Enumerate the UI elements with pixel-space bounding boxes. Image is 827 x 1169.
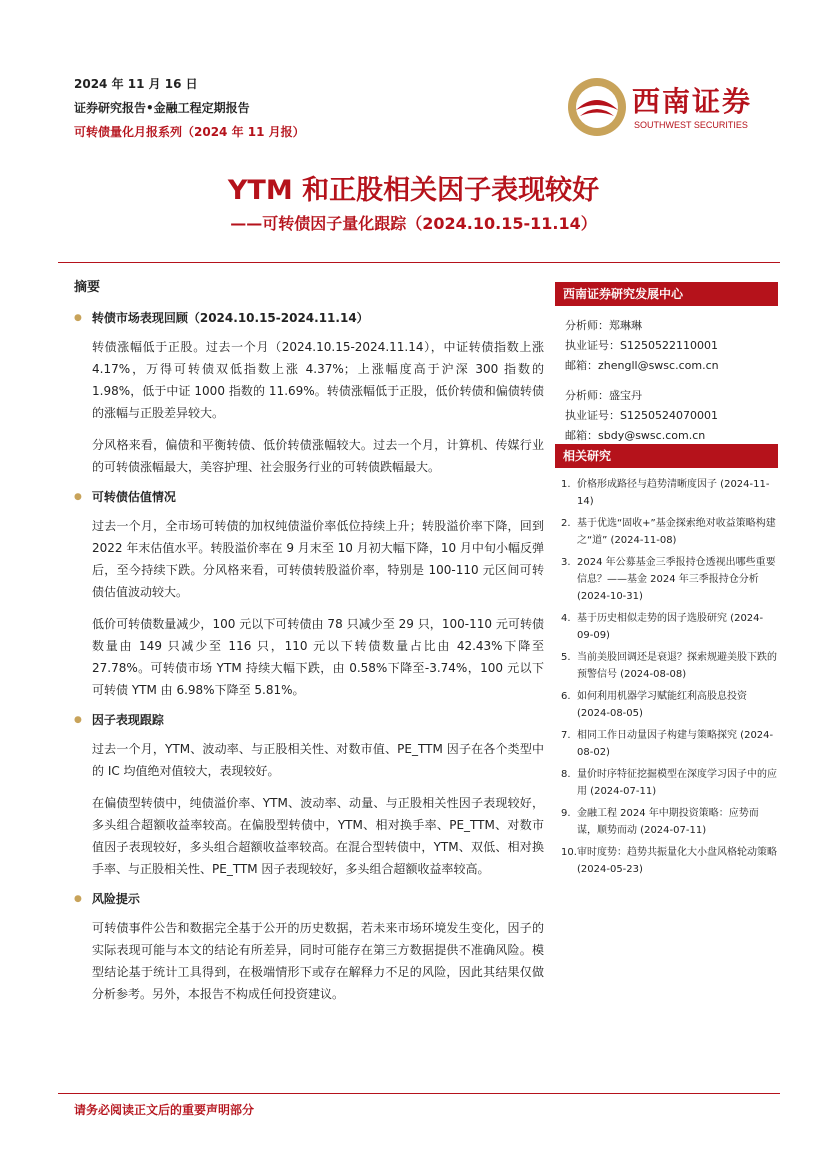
top-divider: [58, 262, 780, 263]
logo-name-cn: 西南证券: [632, 85, 753, 118]
list-item[interactable]: 1. 价格形成路径与趋势清晰度因子 (2024-11-14): [561, 479, 770, 507]
report-subtitle: ——可转债因子量化跟踪（2024.10.15-11.14）: [230, 214, 597, 233]
section-paragraph: 在偏债型转债中，纯债溢价率、YTM、波动率、动量、与正股相关性因子表现较好，多头组合超额收益率较高。在偏股型转债中，YTM、相对换手率、PE_TTM、对数市值因子表现较好，多头组合超额收益率较高。在混合型转债中，YTM、双低、相对换手率、与正股相关性、PE_TTM 因子表现较好，多头组合超额收益率较高。: [92, 796, 544, 876]
analyst-name: 分析师：盛宝丹: [565, 389, 642, 402]
section-paragraph: 可转债事件公告和数据完全基于公开的历史数据，若未来市场环境发生变化，因子的实际表现可能与本文的结论有所差异，同时可能存在第三方数据提供不准确风险。模型结论基于统计工具得到，在极端情形下或存在解释力不足的风险，因此其结果仅做分析参考。另外，本报告不构成任何投资建议。: [92, 921, 544, 1001]
abstract-section: [74, 309, 544, 478]
section-heading-text: 因子表现跟踪: [91, 713, 164, 727]
research-center-panel: [555, 282, 778, 446]
report-header: [74, 72, 305, 144]
section-heading: [74, 890, 544, 907]
abstract-column: [74, 276, 544, 1015]
list-item[interactable]: 7. 相同工作日动量因子构建与策略探究 (2024-08-02): [561, 730, 774, 758]
analyst-block: [555, 316, 778, 376]
list-item[interactable]: 3. 2024 年公募基金三季报持仓透视出哪些重要信息？——基金 2024 年三季报持仓分析 (2024-10-31): [561, 557, 776, 602]
list-item[interactable]: 8. 量价时序特征挖掘模型在深度学习因子中的应用 (2024-07-11): [561, 769, 777, 797]
section-heading: [74, 309, 544, 326]
report-title: YTM 和正股相关因子表现较好: [227, 175, 600, 206]
report-date: 2024 年 11 月 16 日: [74, 77, 198, 91]
company-logo: [566, 74, 766, 140]
analyst-name: 分析师：郑琳琳: [565, 319, 642, 332]
section-heading: [74, 711, 544, 728]
list-item[interactable]: 4. 基于历史相似走势的因子选股研究 (2024-09-09): [561, 613, 764, 641]
section-paragraph: 低价可转债数量减少，100 元以下可转债由 78 只减少至 29 只，100-110 元可转债数量由 149 只减少至 116 只，110 元以下转债数量占比由 42.43%下降至 27.78%。可转债市场 YTM 持续大幅下跌，由 0.58%下降至-3.74%，100 元以下可转债 YTM 由 6.98%下降至 5.81%。: [92, 617, 544, 697]
abstract-section: [74, 711, 544, 880]
footer-disclaimer: 请务必阅读正文后的重要声明部分: [74, 1103, 255, 1117]
section-paragraph: 分风格来看，偏债和平衡转债、低价转债涨幅较大。过去一个月，计算机、传媒行业的可转债涨幅最大，美容护理、社会服务行业的可转债跌幅最大。: [92, 438, 544, 474]
analyst-block: [555, 386, 778, 446]
logo-name-en: SOUTHWEST SECURITIES: [634, 120, 748, 130]
section-paragraph: 过去一个月，YTM、波动率、与正股相关性、对数市值、PE_TTM 因子在各个类型中的 IC 均值绝对值较大，表现较好。: [92, 742, 544, 778]
analyst-license: 执业证号：S1250522110001: [565, 339, 718, 352]
section-heading: [74, 488, 544, 505]
related-research-heading: 相关研究: [555, 444, 778, 468]
section-paragraph: 转债涨幅低于正股。过去一个月（2024.10.15-2024.11.14），中证转债指数上涨 4.17%，万得可转债双低指数上涨 4.37%；上涨幅度高于沪深 300 指数的 1.98%，低于中证 1000 指数的 11.69%。转债涨幅低于正股，低价转债和偏债转债的涨幅与正股差异较大。: [92, 340, 544, 420]
abstract-heading: 摘要: [74, 280, 101, 295]
bullet-icon: ●: [74, 893, 82, 904]
bullet-icon: ●: [74, 491, 82, 502]
list-item[interactable]: 9. 金融工程 2024 年中期投资策略：应势而谋，顺势而动 (2024-07-11): [561, 808, 759, 836]
list-item[interactable]: 5. 当前美股回调还是衰退？探索规避美股下跌的预警信号 (2024-08-08): [561, 652, 777, 680]
related-research-panel: [555, 444, 778, 883]
list-item[interactable]: 2. 基于优选“固收+”基金探索绝对收益策略构建之“道” (2024-11-08): [561, 518, 776, 546]
section-heading-text: 转债市场表现回顾（2024.10.15-2024.11.14）: [91, 311, 369, 325]
abstract-section: [74, 488, 544, 701]
analyst-email[interactable]: 邮箱：zhengll@swsc.com.cn: [565, 359, 719, 372]
bullet-icon: ●: [74, 312, 82, 323]
report-series: 可转债量化月报系列（2024 年 11 月报）: [74, 125, 305, 139]
report-category: 证券研究报告•金融工程定期报告: [74, 101, 250, 115]
related-research-list: [555, 476, 778, 878]
bottom-divider: [58, 1093, 780, 1094]
section-heading-text: 可转债估值情况: [91, 490, 176, 504]
list-item[interactable]: 6. 如何利用机器学习赋能红利高股息投资 (2024-08-05): [561, 691, 747, 719]
research-center-heading: 西南证券研究发展中心: [555, 282, 778, 306]
logo-emblem-icon: [566, 76, 628, 138]
section-heading-text: 风险提示: [91, 892, 140, 906]
abstract-section: [74, 890, 544, 1005]
analyst-license: 执业证号：S1250524070001: [565, 409, 718, 422]
analyst-email[interactable]: 邮箱：sbdy@swsc.com.cn: [565, 429, 706, 442]
section-paragraph: 过去一个月，全市场可转债的加权纯债溢价率低位持续上升；转股溢价率下降，回到 2022 年末估值水平。转股溢价率在 9 月末至 10 月初大幅下降，10 月中旬小幅反弹后，至今持续下跌。分风格来看，可转债转股溢价率，特别是 100-110 元区间可转债估值波动较大。: [92, 519, 544, 599]
bullet-icon: ●: [74, 714, 82, 725]
list-item[interactable]: 10. 审时度势：趋势共振量化大小盘风格轮动策略 (2024-05-23): [561, 847, 777, 875]
